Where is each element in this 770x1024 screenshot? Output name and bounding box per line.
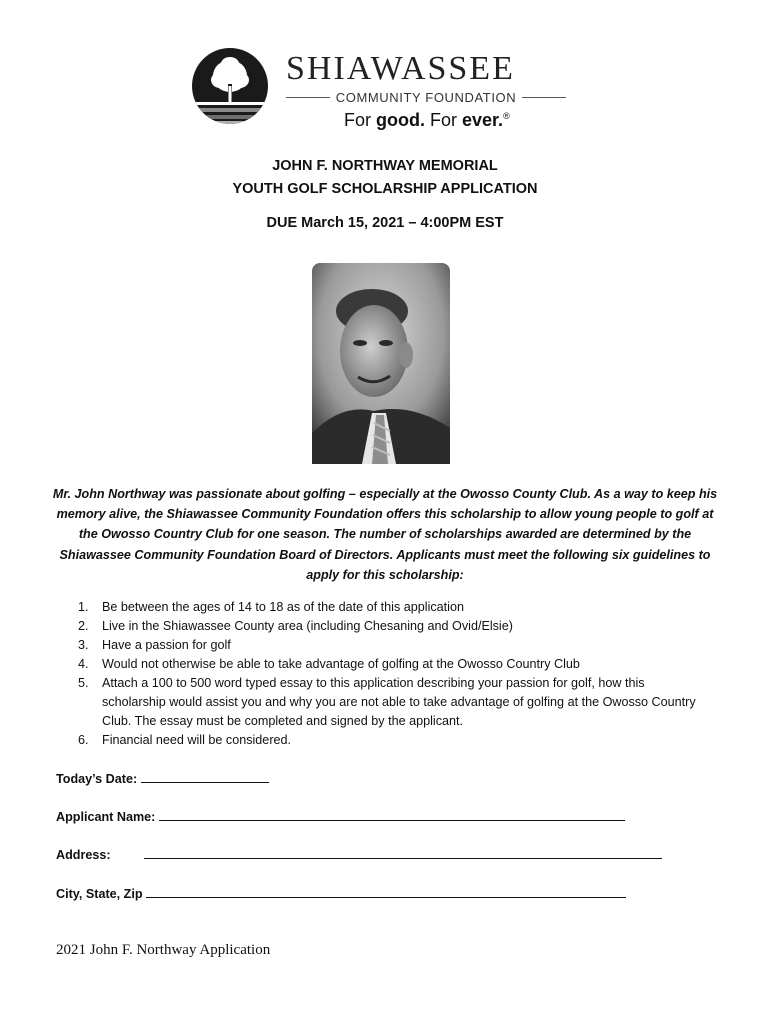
list-item-number: 6.	[78, 733, 89, 747]
tagline-part1: For	[344, 110, 377, 130]
list-item-text: Attach a 100 to 500 word typed essay to this application describing your passion for golf, how this scholarship would assist you and why you are not able to take advantage of golfing at the Owosso Country Club. The essay must be completed and signed by the applicant.	[102, 676, 696, 728]
list-item	[58, 617, 708, 636]
portrait-photo	[312, 263, 450, 464]
city-state-zip-field	[56, 885, 626, 901]
tagline-bold2: ever.	[462, 110, 504, 130]
list-item-text: Would not otherwise be able to take advantage of golfing at the Owosso Country Club	[102, 657, 580, 671]
tree-logo-icon	[190, 46, 270, 126]
list-item-number: 1.	[78, 600, 89, 614]
list-item-number: 4.	[78, 657, 89, 671]
logo-rule-left	[286, 97, 330, 98]
list-item	[58, 655, 708, 674]
todays-date-input-line[interactable]	[141, 770, 269, 783]
due-date: DUE March 15, 2021 – 4:00PM EST	[266, 215, 504, 231]
tagline-registered-mark: ®	[503, 111, 510, 121]
logo-subtitle	[286, 90, 566, 105]
list-item	[58, 598, 708, 617]
list-item-text: Financial need will be considered.	[102, 733, 292, 747]
title-line-1: JOHN F. NORTHWAY MEMORIAL	[272, 158, 498, 174]
list-item-number: 3.	[78, 638, 89, 652]
address-field	[56, 846, 662, 862]
logo-name: SHIAWASSEE	[286, 50, 515, 87]
tagline-part2: For	[425, 110, 463, 130]
todays-date-label: Today’s Date:	[56, 772, 138, 786]
title-line-2: YOUTH GOLF SCHOLARSHIP APPLICATION	[232, 181, 538, 197]
guidelines-list	[58, 598, 708, 750]
logo-rule-right	[522, 97, 566, 98]
applicant-name-field	[56, 808, 625, 824]
logo-subtitle-text: COMMUNITY FOUNDATION	[335, 90, 517, 105]
foundation-logo	[190, 46, 570, 136]
list-item	[58, 674, 708, 731]
list-item-number: 5.	[78, 676, 89, 690]
list-item-text: Live in the Shiawassee County area (including Chesaning and Ovid/Elsie)	[102, 619, 513, 633]
intro-paragraph: Mr. John Northway was passionate about golfing – especially at the Owosso County Club. As a way to keep his memory alive, the Shiawassee Community Foundation offers this scholarship to allow young people to golf at the Owosso Country Club for one season. The number of scholarships awarded are determined by the Shiawassee Community Foundation Board of Directors. Applicants must meet the following six guidelines to apply for this scholarship:	[52, 487, 718, 582]
todays-date-field	[56, 770, 269, 786]
list-item	[58, 636, 708, 655]
page-footer: 2021 John F. Northway Application	[56, 942, 271, 958]
list-item-text: Be between the ages of 14 to 18 as of the date of this application	[102, 600, 464, 614]
tagline-bold1: good.	[376, 110, 425, 130]
address-input-line[interactable]	[144, 846, 662, 859]
applicant-name-input-line[interactable]	[159, 808, 625, 821]
city-state-zip-input-line[interactable]	[146, 885, 626, 898]
list-item-text: Have a passion for golf	[102, 638, 231, 652]
list-item-number: 2.	[78, 619, 89, 633]
applicant-name-label: Applicant Name:	[56, 810, 156, 824]
address-label: Address:	[56, 848, 111, 862]
logo-tagline	[344, 110, 510, 131]
list-item	[58, 731, 708, 750]
city-state-zip-label: City, State, Zip	[56, 887, 143, 901]
